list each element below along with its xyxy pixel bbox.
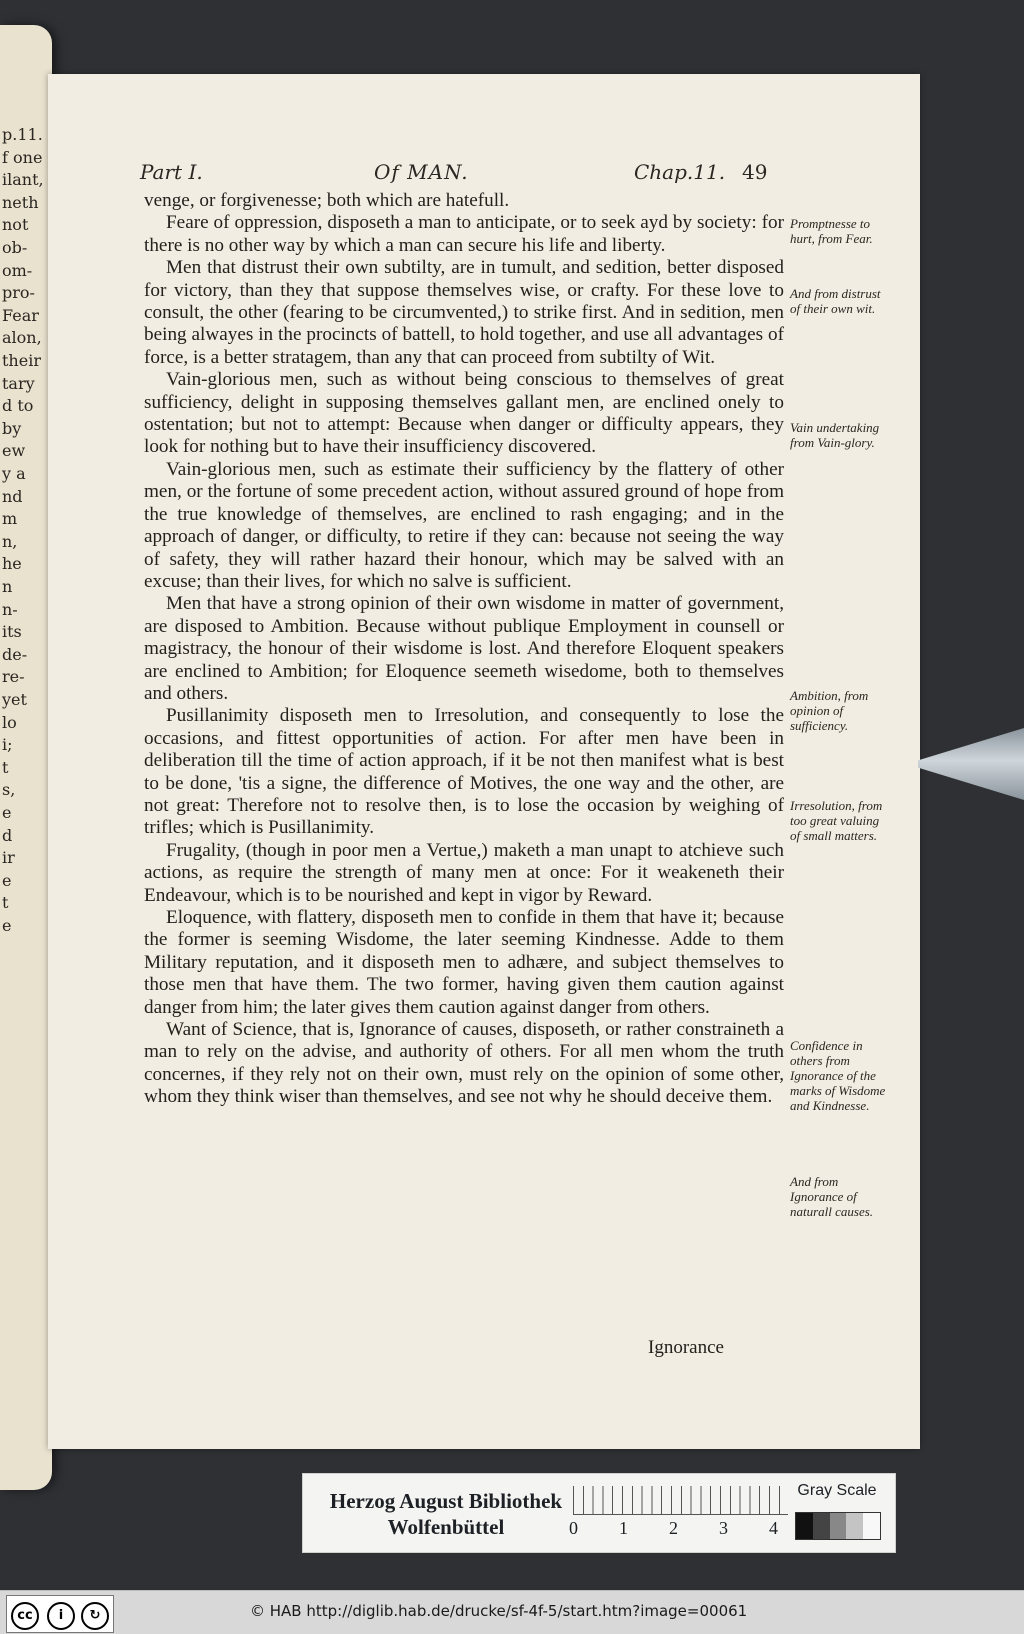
marginal-note: And from distrust of their own wit.: [790, 286, 881, 316]
previous-page-fragment: ir: [2, 848, 15, 868]
previous-page-fragment: f one: [2, 147, 43, 167]
measurement-scale: [569, 1486, 788, 1542]
previous-page-fragment: e: [2, 803, 12, 822]
previous-page-fragment: t: [2, 757, 9, 777]
header-title: Of MAN.: [374, 160, 469, 184]
previous-page-fragment: d: [2, 825, 13, 845]
paragraph: Eloquence, with flattery, disposeth men to confide in them that have it; because the former is seeming Wisdome, the later seeming Kindnesse. Adde to them Military reputation, and it disposeth men to adhære, and subject themselves to those men that have them. The two former, having given them caution against danger from him; the later gives them caution against danger from others.: [144, 907, 784, 1018]
gray-scale-bar: [795, 1512, 881, 1540]
paragraph: Feare of oppression, disposeth a man to anticipate, or to seek ayd by society: for there is no other way by which a man can secure his life and liberty.: [144, 212, 784, 256]
previous-page-fragment: s,: [2, 780, 16, 800]
previous-page-fragment: tary: [2, 373, 35, 393]
paragraph: venge, or forgivenesse; both which are hatefull.: [144, 190, 510, 211]
footer-bar: [0, 1590, 1024, 1634]
paragraph: Pusillanimity disposeth men to Irresolution, and consequently to lose the occasions, and fittest opportunities of action. For after men have been in deliberation till the time of action approach, if it be not then manifest what is best to be done, 'tis a signe, the difference of Motives, the one way and the other, are not great: Therefore not to resolve then, is to lose the occasion by weighing of trifles; which is Pusillanimity.: [144, 705, 784, 839]
gray-swatch: [796, 1513, 813, 1539]
previous-page-fragment: t: [2, 893, 9, 913]
previous-page-fragment: e: [2, 916, 12, 935]
previous-page-fragment: n: [2, 577, 13, 596]
previous-page-edge: [0, 25, 52, 1490]
marginal-note: Promptnesse to hurt, from Fear.: [790, 216, 873, 246]
paragraph: Frugality, (though in poor men a Vertue,) maketh a man unapt to atchieve such actions, as require the strength of many men at once: For it weakeneth their Endeavour, which is to be nourished and kept in vigor by Reward.: [144, 839, 784, 906]
paragraph: Men that distrust their own subtilty, are in tumult, and sedition, better disposed for victory, than they that suppose themselves wise, or crafty. For these love to consult, the other (fearing to be circumvented,) to strike first. And in sedition, men being alwayes in the procincts of battell, to hold together, and use all advantages of force, is a better stratagem, than any that can proceed from subtilty of Wit.: [144, 257, 784, 368]
header-part: Part I.: [140, 160, 203, 184]
marginal-note: Vain undertaking from Vain-glory.: [790, 420, 880, 450]
previous-page-fragment: not: [2, 215, 29, 235]
previous-page-fragment: p.11.: [2, 125, 43, 144]
book-page: [48, 74, 920, 1449]
previous-page-fragment: y a: [2, 464, 26, 483]
library-line-1: Herzog August Bibliothek: [329, 1489, 563, 1513]
scale-number: 4: [769, 1518, 778, 1538]
previous-page-fragment: d to: [2, 396, 34, 416]
scale-number: 0: [569, 1518, 578, 1538]
gray-swatch: [830, 1513, 847, 1539]
gray-swatch: [846, 1513, 863, 1539]
gray-swatch: [813, 1513, 830, 1539]
previous-page-fragment: alon,: [2, 328, 42, 348]
scale-number: 2: [669, 1518, 678, 1538]
previous-page-fragment: its: [2, 622, 22, 642]
previous-page-fragment: Fear: [2, 305, 39, 325]
previous-page-fragment: lo: [2, 712, 17, 732]
marginal-note: Ambition, from opinion of sufficiency.: [790, 688, 869, 733]
running-header: [48, 160, 920, 186]
previous-page-fragment: n-: [2, 599, 18, 619]
cc-license-badge[interactable]: [6, 1595, 114, 1633]
scale-number: 3: [719, 1518, 728, 1538]
sa-icon: ↻: [81, 1602, 109, 1630]
by-icon: i: [47, 1602, 75, 1630]
footer-source-link[interactable]: © HAB http://diglib.hab.de/drucke/sf-4f-5/start.htm?image=00061: [250, 1602, 748, 1620]
previous-page-fragment: e: [2, 870, 12, 890]
page-number: 49: [742, 160, 768, 184]
previous-page-fragment: by: [2, 418, 22, 438]
library-label-card: [302, 1473, 896, 1553]
gray-scale-title: Gray Scale: [797, 1482, 877, 1499]
marginal-note: And from Ignorance of naturall causes.: [790, 1174, 874, 1219]
marginal-note: Confidence in others from Ignorance of the marks of Wisdome and Kindnesse.: [790, 1038, 886, 1113]
scale-ruler: [573, 1486, 788, 1515]
gray-scale: [791, 1482, 883, 1544]
paragraph: Vain-glorious men, such as without being conscious to themselves of great sufficiency, delight in supposing themselves gallant men, are enclined onely to ostentation; but not to attempt: Because when danger or difficulty appears, they look for nothing but to have their insufficiency discovered.: [144, 369, 784, 458]
scale-number: 1: [619, 1518, 628, 1538]
previous-page-fragment: re-: [2, 667, 25, 687]
previous-page-fragment: pro-: [2, 283, 35, 303]
previous-page-fragment: their: [2, 351, 41, 370]
main-text: [144, 190, 784, 1109]
previous-page-fragment: neth: [2, 192, 39, 212]
paragraph: Men that have a strong opinion of their own wisdome in matter of government, are disposed to Ambition. Because without publique Employment in counsell or magistracy, the honour of their wisdome is lost. And therefore Eloquent speakers are enclined to Ambition; for Eloquence seemeth wisedome, both to themselves and others.: [144, 593, 784, 704]
previous-page-fragment: ob-: [2, 238, 28, 257]
previous-page-fragment: de-: [2, 644, 28, 664]
library-name: [321, 1488, 571, 1540]
previous-page-fragment: m: [2, 509, 18, 529]
previous-page-fragment: he: [2, 554, 22, 574]
previous-page-fragment: n,: [2, 531, 18, 551]
previous-page-fragment: yet: [2, 690, 27, 709]
gray-swatch: [863, 1513, 880, 1539]
previous-page-fragment: om-: [2, 260, 33, 280]
previous-page-fragment: i;: [2, 735, 13, 755]
previous-page-fragment: ilant,: [2, 170, 44, 190]
previous-page-fragment: nd: [2, 486, 23, 506]
paragraph: Vain-glorious men, such as estimate their sufficiency by the flattery of other men, or the fortune of some precedent action, without assured ground of hope from the true knowledge of themselves, are enclined to rash engaging; and in the approach of danger, or difficulty, to retire if they can: because not seeing the way of safety, they will rather hazard their honour, which may be salved with an excuse; than their lives, for which no salve is sufficient.: [144, 458, 784, 592]
cc-icon: cc: [11, 1602, 39, 1630]
previous-page-fragment: ew: [2, 441, 26, 461]
library-line-2: Wolfenbüttel: [387, 1515, 505, 1539]
marginal-note: Irresolution, from too great valuing of small matters.: [790, 798, 883, 843]
header-chapter: Chap.11.: [634, 160, 726, 184]
catchword: Ignorance: [648, 1337, 724, 1358]
paragraph: Want of Science, that is, Ignorance of causes, disposeth, or rather constraineth a man to rely on the advise, and authority of others. For all men whom the truth concernes, if they rely not on their own, must rely on the opinion of some other, whom they think wiser than themselves, and see not why he should deceive them.: [144, 1019, 784, 1108]
